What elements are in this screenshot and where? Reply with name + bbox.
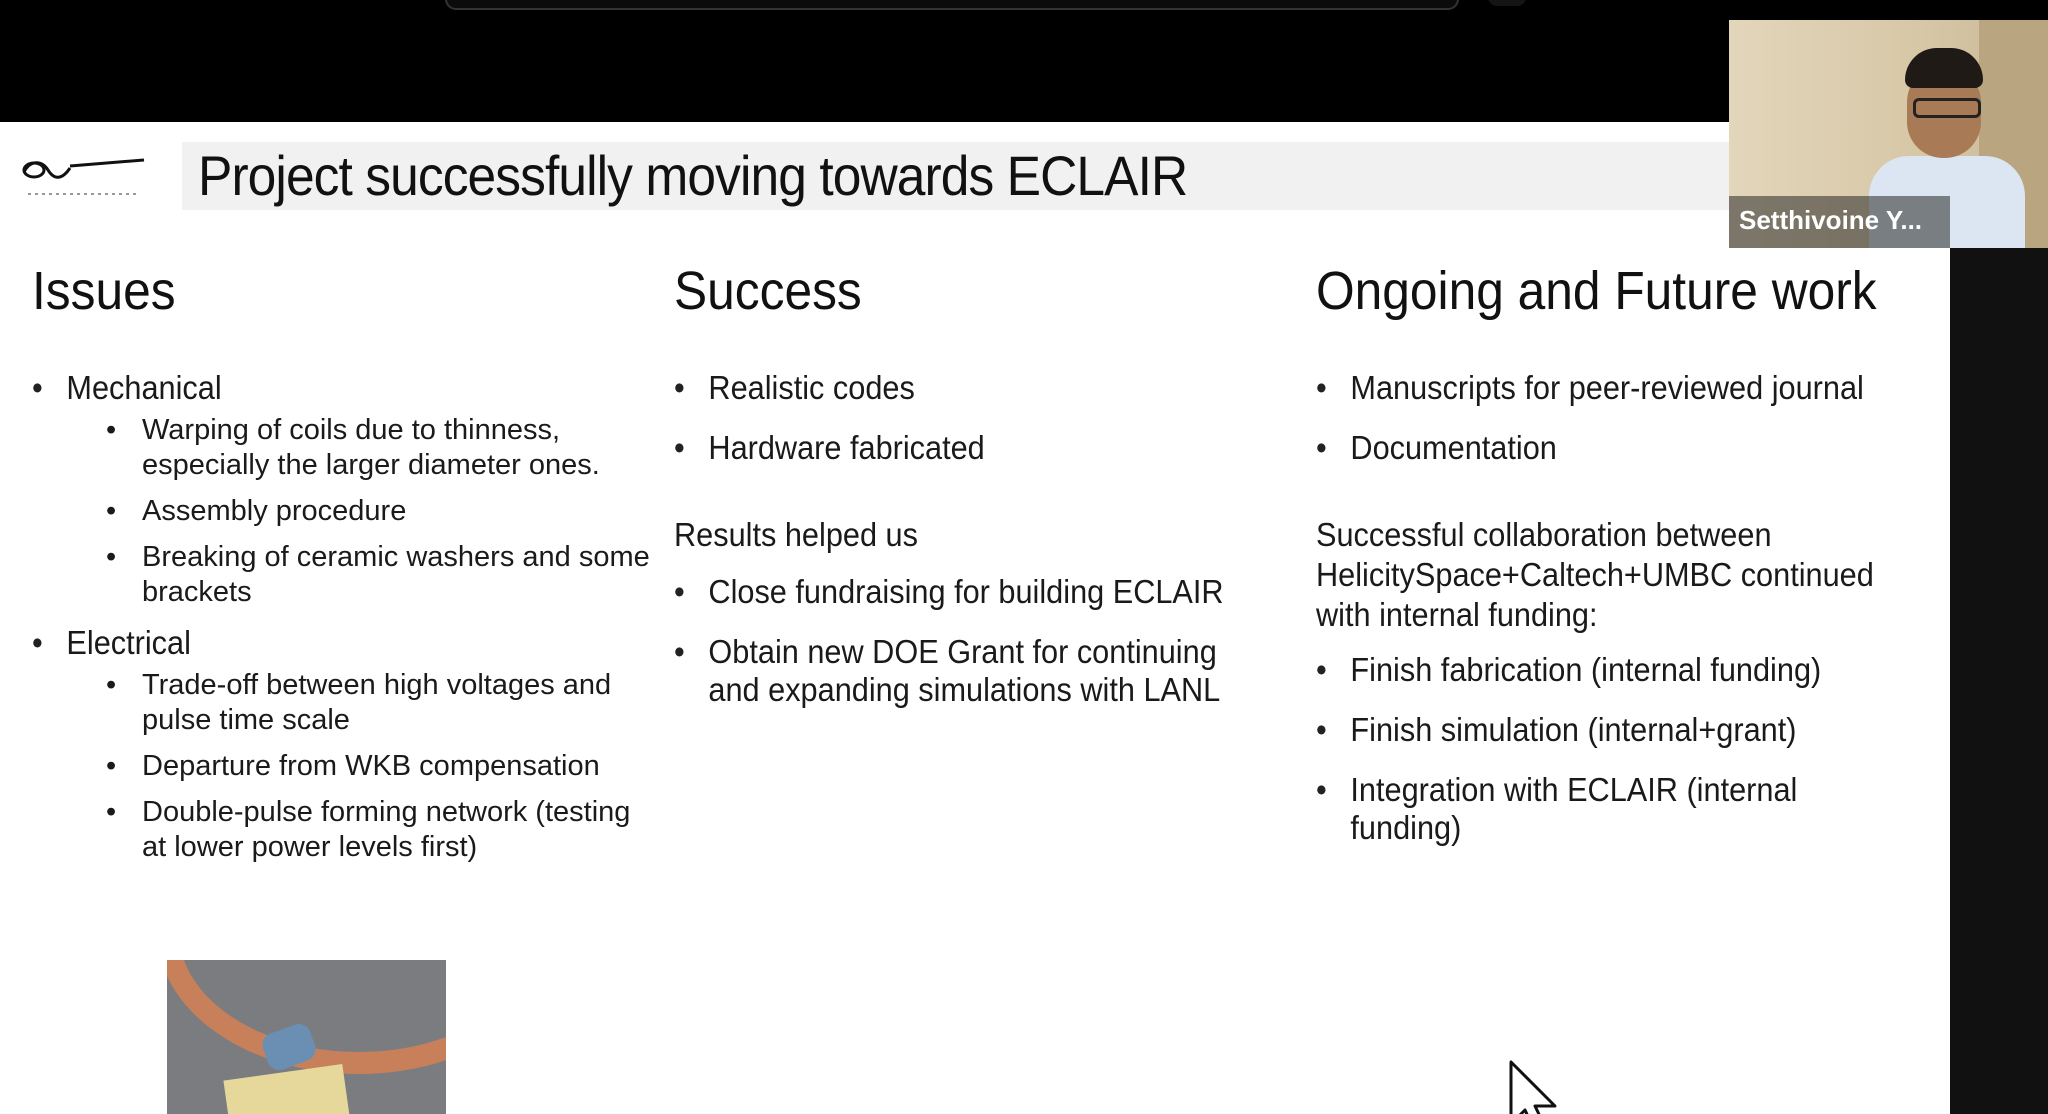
- future-heading: Ongoing and Future work: [1316, 261, 1877, 321]
- title-band: [182, 142, 1950, 210]
- success-heading: Success: [674, 261, 862, 321]
- list-item: • Close fundraising for building ECLAIR: [674, 573, 1232, 611]
- issue-group-electrical: • Electrical: [32, 624, 609, 662]
- list-item: • Integration with ECLAIR (internal funding): [1316, 771, 1893, 847]
- list-item: • Trade-off between high voltages and pulse time scale: [106, 668, 652, 738]
- list-item: • Assembly procedure: [106, 494, 652, 529]
- hardware-photo: [167, 960, 446, 1114]
- list-item: • Finish simulation (internal+grant): [1316, 711, 1893, 749]
- success-list: [674, 369, 1274, 467]
- mechanical-sublist: [32, 413, 652, 610]
- top-pill: [445, 0, 1459, 10]
- presentation-slide: [0, 122, 1950, 1114]
- list-item: • Departure from WKB compensation: [106, 749, 652, 784]
- electrical-sublist: [32, 668, 652, 865]
- issues-heading: Issues: [32, 261, 176, 321]
- future-column: [1316, 260, 1936, 847]
- issues-list: [32, 369, 652, 407]
- list-item: • Warping of coils due to thinness, especially the larger diameter ones.: [106, 413, 652, 483]
- future-list: [1316, 369, 1936, 467]
- results-intro: Results helped us: [674, 516, 918, 553]
- mouse-pointer-icon: [1507, 1058, 1565, 1114]
- top-pill-small: [1488, 0, 1526, 6]
- photo-label: [223, 1064, 350, 1114]
- issues-list-2: [32, 624, 652, 662]
- list-item: • Finish fabrication (internal funding): [1316, 651, 1893, 689]
- list-item: • Double-pulse forming network (testing at lower power levels first): [106, 795, 652, 865]
- participant-video-tile[interactable]: [1729, 20, 2048, 248]
- list-item: • Documentation: [1316, 429, 1893, 467]
- issue-group-mechanical: • Mechanical: [32, 369, 609, 407]
- list-item: • Obtain new DOE Grant for continuing and expanding simulations with LANL: [674, 633, 1232, 709]
- list-item: • Manuscripts for peer-reviewed journal: [1316, 369, 1893, 407]
- success-column: [674, 260, 1274, 709]
- results-list: [674, 573, 1274, 709]
- participant-name: Setthivoine Y...: [1739, 205, 1923, 235]
- helicityspace-logo: [20, 152, 150, 202]
- slide-title: Project successfully moving towards ECLAIR: [198, 144, 1188, 207]
- list-item: • Realistic codes: [674, 369, 1232, 407]
- collab-list: [1316, 651, 1936, 847]
- list-item: • Hardware fabricated: [674, 429, 1232, 467]
- collab-intro: Successful collaboration between HelicitySpace+Caltech+UMBC continued with internal funding:: [1316, 516, 1874, 633]
- issues-column: [32, 260, 652, 865]
- list-item: • Breaking of ceramic washers and some brackets: [106, 540, 652, 610]
- right-panel: [1950, 122, 2048, 1114]
